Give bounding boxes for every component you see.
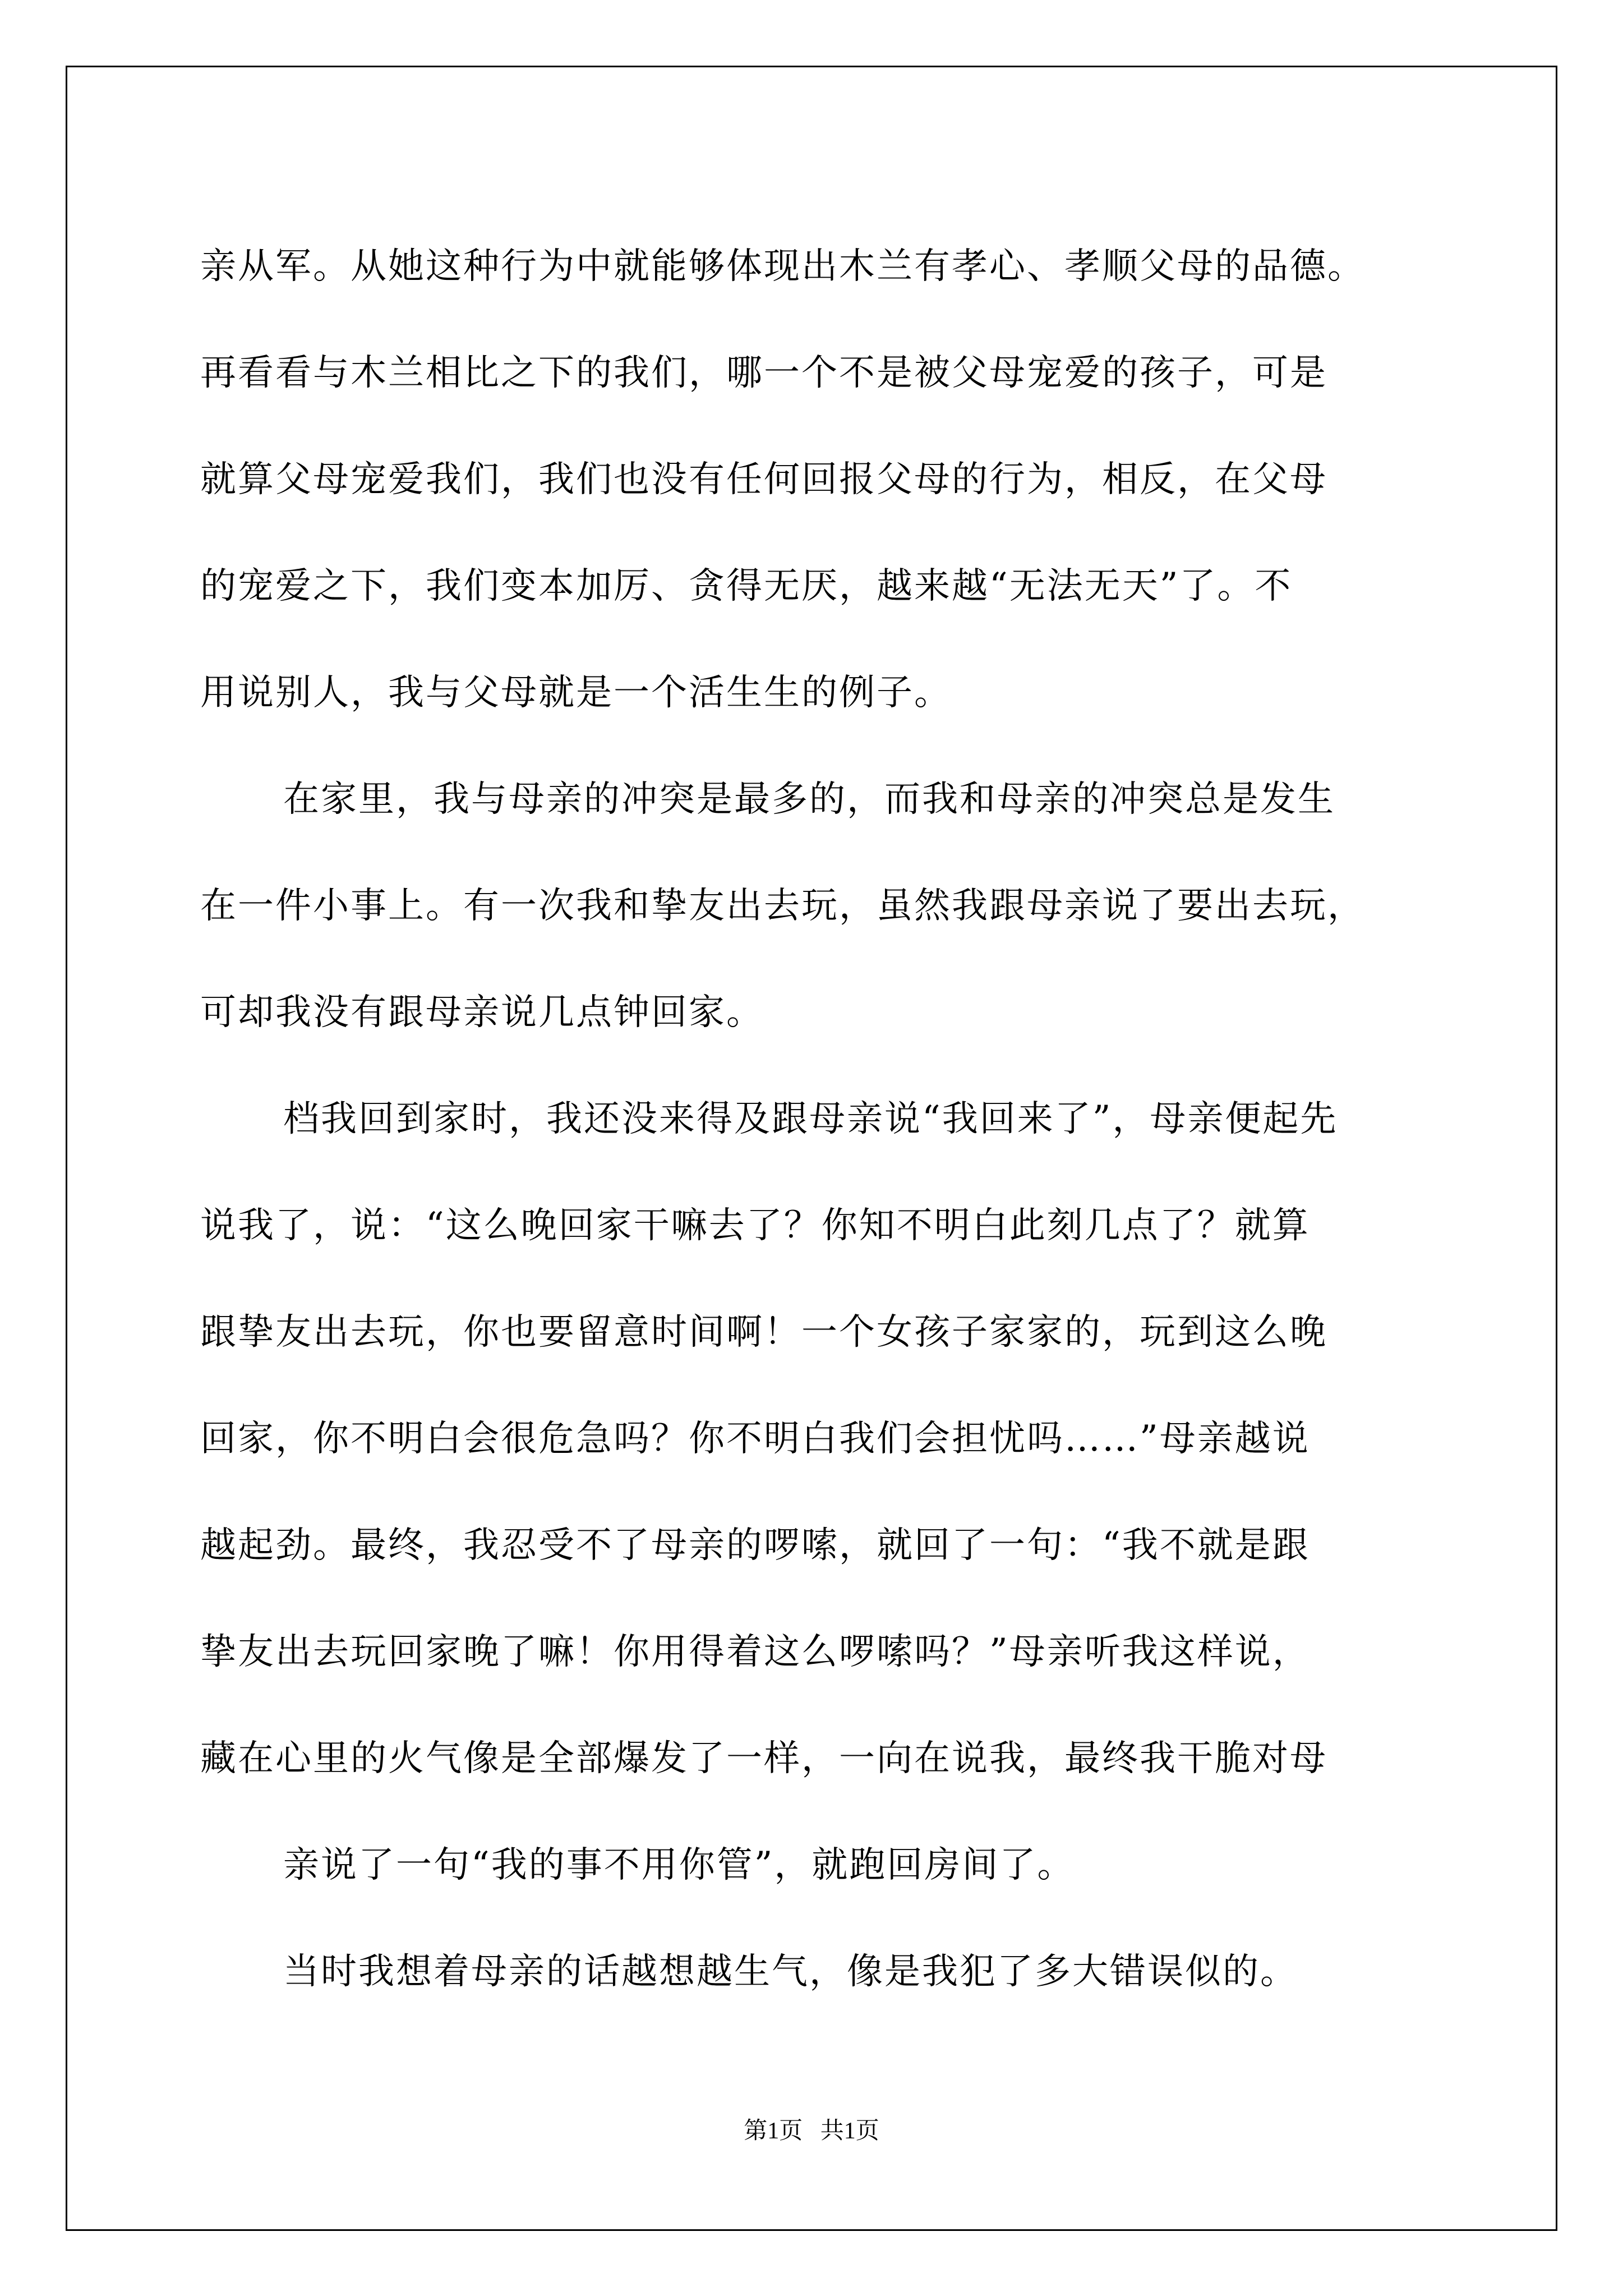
text-line: 挚友出去玩回家晚了嘛！你用得着这么啰嗦吗？”母亲听我这样说， [200, 1631, 1310, 1673]
text-line: 藏在心里的火气像是全部爆发了一样，一向在说我，最终我干脆对母 [200, 1738, 1327, 1779]
text-line: 越起劲。最终，我忍受不了母亲的啰嗦，就回了一句：“我不就是跟 [200, 1525, 1310, 1566]
paragraph-start-line: 亲说了一句“我的事不用你管”，就跑回房间了。 [283, 1844, 1075, 1886]
text-line: 在一件小事上。有一次我和挚友出去玩，虽然我跟母亲说了要出去玩， [200, 885, 1365, 927]
text-line: 亲从军。从她这种行为中就能够体现出木兰有孝心、孝顺父母的品德。 [200, 246, 1365, 287]
text-line: 回家，你不明白会很危急吗？你不明白我们会担忧吗……”母亲越说 [200, 1418, 1310, 1460]
document-body [200, 213, 1473, 2025]
paragraph-start-line: 档我回到家时，我还没来得及跟母亲说“我回来了”，母亲便起先 [283, 1098, 1338, 1140]
text-line: 说我了，说：“这么晚回家干嘛去了？你知不明白此刻几点了？就算 [200, 1205, 1310, 1246]
text-line: 就算父母宠爱我们，我们也没有任何回报父母的行为，相反，在父母 [200, 459, 1327, 500]
text-line: 用说别人，我与父母就是一个活生生的例子。 [200, 672, 952, 714]
page-number-footer: 第1页 共1页 [744, 2118, 879, 2144]
paragraph-start-line: 当时我想着母亲的话越想越生气，像是我犯了多大错误似的。 [283, 1951, 1298, 1993]
text-line: 的宠爱之下，我们变本加厉、贪得无厌，越来越“无法无天”了。不 [200, 565, 1293, 607]
text-line: 跟挚友出去玩，你也要留意时间啊！一个女孩子家家的，玩到这么晚 [200, 1312, 1327, 1353]
paragraph-start-line: 在家里，我与母亲的冲突是最多的，而我和母亲的冲突总是发生 [283, 779, 1335, 820]
text-line: 可却我没有跟母亲说几点钟回家。 [200, 992, 764, 1033]
text-line: 再看看与木兰相比之下的我们，哪一个不是被父母宠爱的孩子，可是 [200, 352, 1327, 394]
